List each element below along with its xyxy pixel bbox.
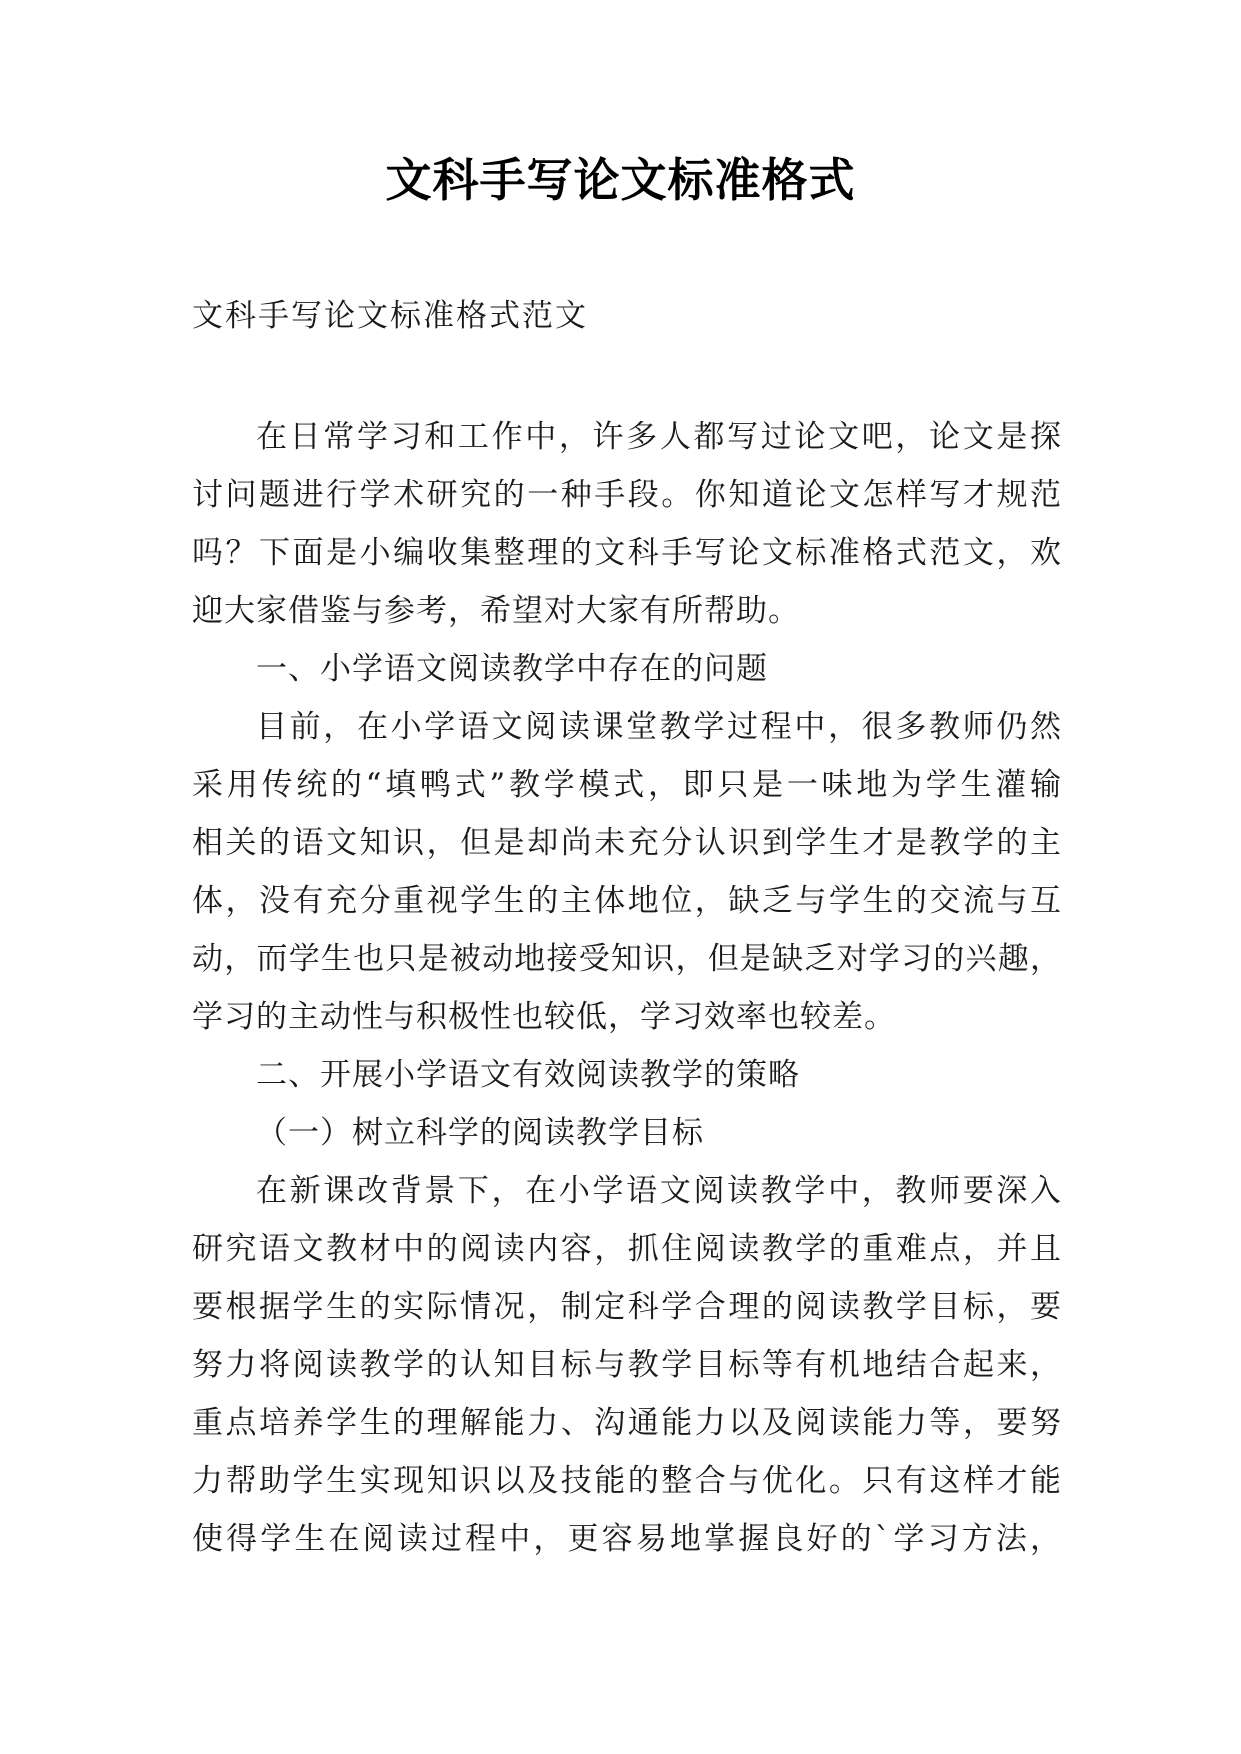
document-body [192,408,1062,1568]
document-subtitle: 文科手写论文标准格式范文 [192,298,588,334]
paragraph-line: 二、开展小学语文有效阅读教学的策略 [256,1057,800,1093]
paragraph-line: 相关的语文知识，但是却尚未充分认识到学生才是教学的主 [192,825,1062,861]
paragraph-line: 迎大家借鉴与参考，希望对大家有所帮助。 [192,593,800,629]
paragraph-line: 采用传统的“填鸭式”教学模式，即只是一味地为学生灌输 [192,767,1062,803]
paragraph-line: 讨问题进行学术研究的一种手段。你知道论文怎样写才规范 [192,477,1062,513]
paragraph-line: 力帮助学生实现知识以及技能的整合与优化。只有这样才能 [192,1463,1062,1499]
paragraph-line: 体，没有充分重视学生的主体地位，缺乏与学生的交流与互 [192,883,1062,919]
paragraph-line: 在新课改背景下，在小学语文阅读教学中，教师要深入 [256,1173,1062,1209]
paragraph-line: 目前，在小学语文阅读课堂教学过程中，很多教师仍然 [256,709,1062,745]
paragraph-line: 努力将阅读教学的认知目标与教学目标等有机地结合起来， [192,1347,1062,1383]
paragraph-line: 吗？下面是小编收集整理的文科手写论文标准格式范文，欢 [192,535,1062,571]
document-title: 文科手写论文标准格式 [385,153,856,207]
paragraph-line: 在日常学习和工作中，许多人都写过论文吧，论文是探 [256,419,1062,455]
paragraph-line: 重点培养学生的理解能力、沟通能力以及阅读能力等，要努 [192,1405,1062,1441]
paragraph-line: 动，而学生也只是被动地接受知识，但是缺乏对学习的兴趣， [192,941,1062,977]
paragraph-line: 学习的主动性与积极性也较低，学习效率也较差。 [192,999,896,1035]
paragraph-line: 使得学生在阅读过程中，更容易地掌握良好的`学习方法， [192,1521,1062,1557]
paragraph-line: 研究语文教材中的阅读内容，抓住阅读教学的重难点，并且 [192,1231,1062,1267]
paragraph-line: 要根据学生的实际情况，制定科学合理的阅读教学目标，要 [192,1289,1062,1325]
paragraph-line: （一）树立科学的阅读教学目标 [256,1115,704,1151]
paragraph-line: 一、小学语文阅读教学中存在的问题 [256,651,768,687]
